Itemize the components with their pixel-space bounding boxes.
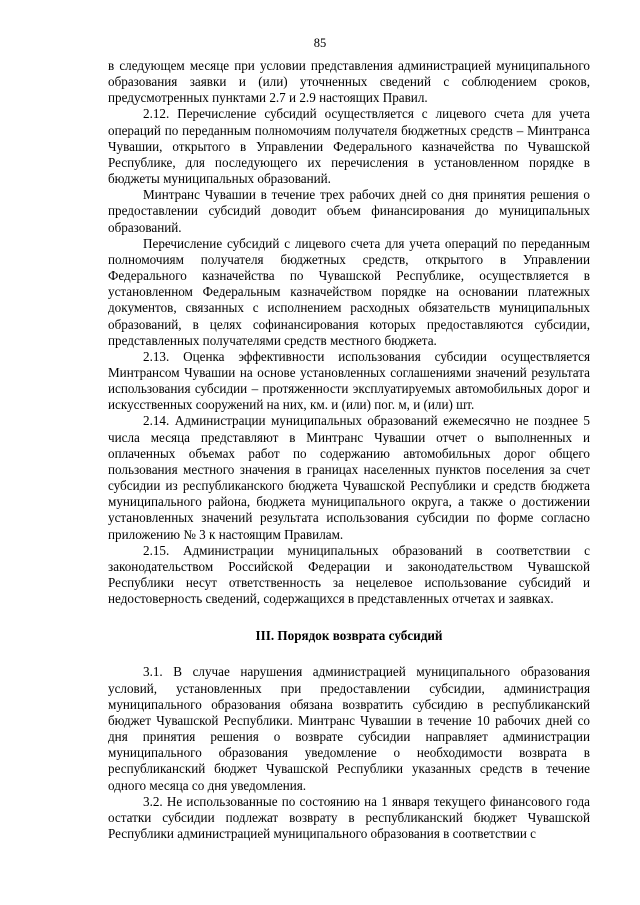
section-title: III. Порядок возврата субсидий xyxy=(255,628,443,644)
paragraph-2-15: 2.15. Администрации муниципальных образований в соответствии с законодательством Российской Федерации и законодательством Чувашской Республики несут ответственность за нецелевое использование субсидий и недостоверность сведений, содержащихся в представленных отчетах и заявках. xyxy=(108,542,590,607)
paragraph-2-12: 2.12. Перечисление субсидий осуществляется с лицевого счета для учета операций по переданным полномочиям получателя бюджетных средств – Минтранса Чувашии, открытого в Управлении Федерального казначейства по Чувашской Республике, для последующего их перечисления в установленном порядке в бюджеты муниципальных образований. xyxy=(108,106,590,187)
paragraph-3-1: 3.1. В случае нарушения администрацией муниципального образования условий, установленных при предоставлении субсидии, администрация муниципального образования обязана возвратить субсидию в республиканский бюджет Чувашской Республики. Минтранс Чувашии в течение 10 рабочих дней со дня принятия решения о возврате субсидии направляет администрации муниципального образования уведомление о необходимости возврата в республиканский бюджет Чувашской Республики указанных средств в течение одного месяца со дня уведомления. xyxy=(108,664,590,793)
page-number: 85 xyxy=(313,36,327,50)
paragraph-3-2: 3.2. Не использованные по состоянию на 1 января текущего финансового года остатки субсидии подлежат возврату в республиканский бюджет Чувашской Республики администрацией муниципального образования в соответствии с xyxy=(108,793,590,842)
paragraph-continuation: в следующем месяце при условии представления администрацией муниципального образования заявки и (или) уточненных сведений с соблюдением сроков, предусмотренных пунктами 2.7 и 2.9 настоящих Правил. xyxy=(108,58,590,106)
document-body xyxy=(108,58,590,842)
paragraph-2-13: 2.13. Оценка эффективности использования субсидии осуществляется Минтрансом Чувашии на основе установленных соглашениями значений результата использования субсидии – протяженности эксплуатируемых автомобильных дорог и искусственных сооружений на них, км. и (или) пог. м, и (или) шт. xyxy=(108,348,590,413)
paragraph-transfer-procedure: Перечисление субсидий с лицевого счета для учета операций по переданным полномочиям получателя бюджетных средств, открытого в Управлении Федерального казначейства по Чувашской Республике, осуществляется в установленном Федеральным казначейством порядке на основании платежных документов, связанных с исполнением расходных обязательств муниципальных образований, в целях софинансирования которых предоставляются субсидии, представленных получателями средств местного бюджета. xyxy=(108,235,590,348)
paragraph-2-14: 2.14. Администрации муниципальных образований ежемесячно не позднее 5 числа месяца представляют в Минтранс Чувашии отчет о выполненных и оплаченных объемах работ по содержанию автомобильных дорог общего пользования местного значения в границах населенных пунктов поселения за счет субсидии из республиканского бюджета Чувашской Республики и средств бюджета муниципального района, бюджета муниципального округа, а также о достижении установленных значений результата использования субсидии по форме согласно приложению № 3 к настоящим Правилам. xyxy=(108,413,590,542)
paragraph-mintrans-funding: Минтранс Чувашии в течение трех рабочих дней со дня принятия решения о предоставлении субсидий доводит объем финансирования до муниципальных образований. xyxy=(108,187,590,235)
